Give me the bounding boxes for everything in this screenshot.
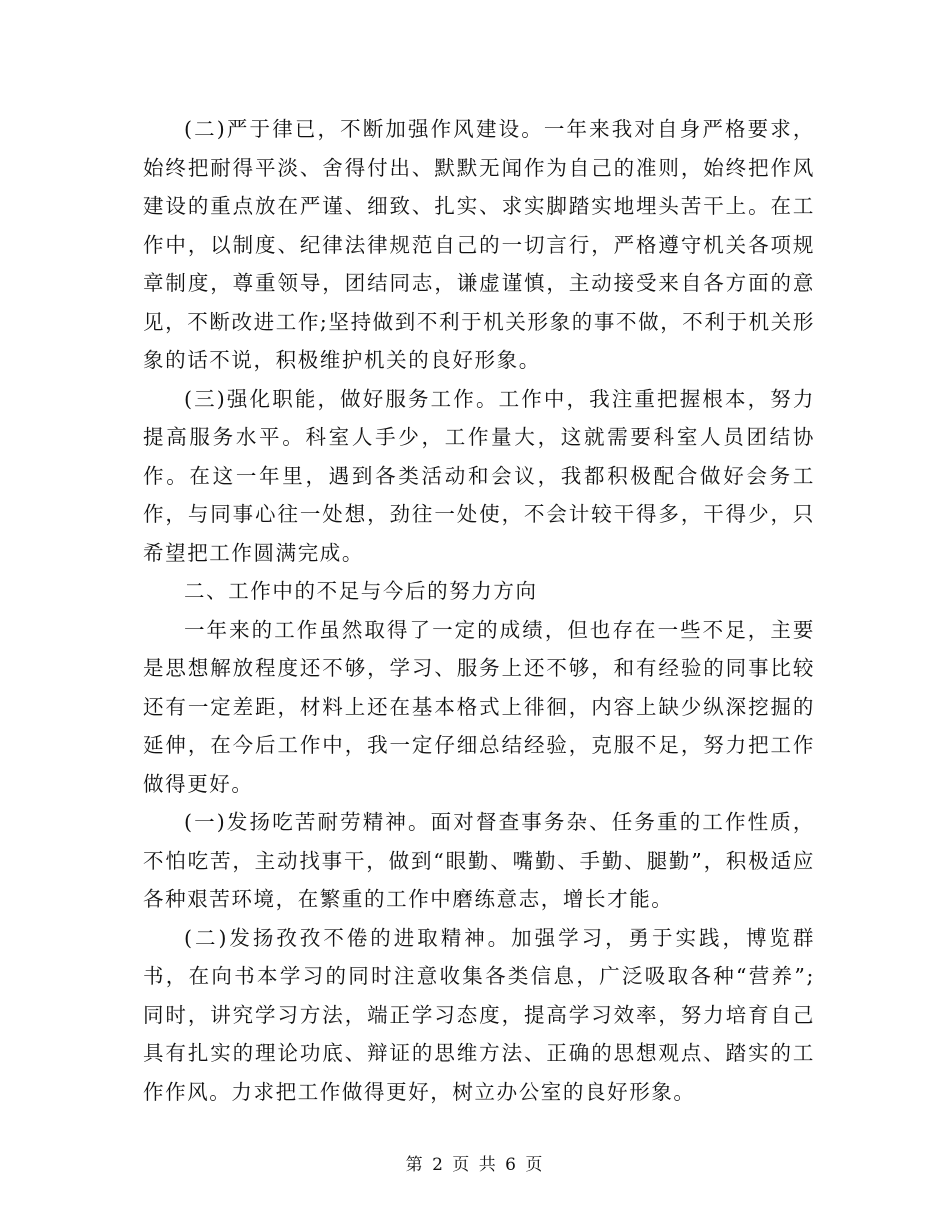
paragraph-strict-discipline: (二)严于律已，不断加强作风建设。一年来我对自身严格要求，始终把耐得平淡、舍得付出、默默无闻作为自己的准则，始终把作风建设的重点放在严谨、细致、扎实、求实脚踏实地埋头苦干上。在工作中，以制度、纪律法律规范自己的一切言行，严格遵守机关各项规章制度，尊重领导，团结同志，谦虚谨慎，主动接受来自各方面的意见，不断改进工作;坚持做到不利于机关形象的事不做，不利于机关形象的话不说，积极维护机关的良好形象。 [143, 117, 815, 372]
page-footer: 第 2 页 共 6 页 [405, 1155, 545, 1175]
paragraph-strengthen-service: (三)强化职能，做好服务工作。工作中，我注重把握根本，努力提高服务水平。科室人手少，工作量大，这就需要科室人员团结协作。在这一年里，遇到各类活动和会议，我都积极配合做好会务工作，与同事心往一处想，劲往一处使，不会计较干得多，干得少，只希望把工作圆满完成。 [143, 386, 815, 565]
paragraph-hardworking-spirit: (一)发扬吃苦耐劳精神。面对督查事务杂、任务重的工作性质，不怕吃苦，主动找事干，做到“眼勤、嘴勤、手勤、腿勤”，积极适应各种艰苦环境，在繁重的工作中磨练意志，增长才能。 [143, 810, 815, 911]
paragraph-enterprising-spirit: (二)发扬孜孜不倦的进取精神。加强学习，勇于实践，博览群书，在向书本学习的同时注意收集各类信息，广泛吸取各种“营养”;同时，讲究学习方法，端正学习态度，提高学习效率，努力培育自己具有扎实的理论功底、辩证的思维方法、正确的思想观点、踏实的工作作风。力求把工作做得更好，树立办公室的良好形象。 [143, 925, 815, 1104]
paragraph-shortcomings: 一年来的工作虽然取得了一定的成绩，但也存在一些不足，主要是思想解放程度还不够，学习、服务上还不够，和有经验的同事比较还有一定差距，材料上还在基本格式上徘徊，内容上缺少纵深挖掘的延伸，在今后工作中，我一定仔细总结经验，克服不足，努力把工作做得更好。 [143, 617, 815, 796]
section-heading-shortcomings: 二、工作中的不足与今后的努力方向 [184, 579, 538, 603]
document-body [143, 110, 815, 1111]
